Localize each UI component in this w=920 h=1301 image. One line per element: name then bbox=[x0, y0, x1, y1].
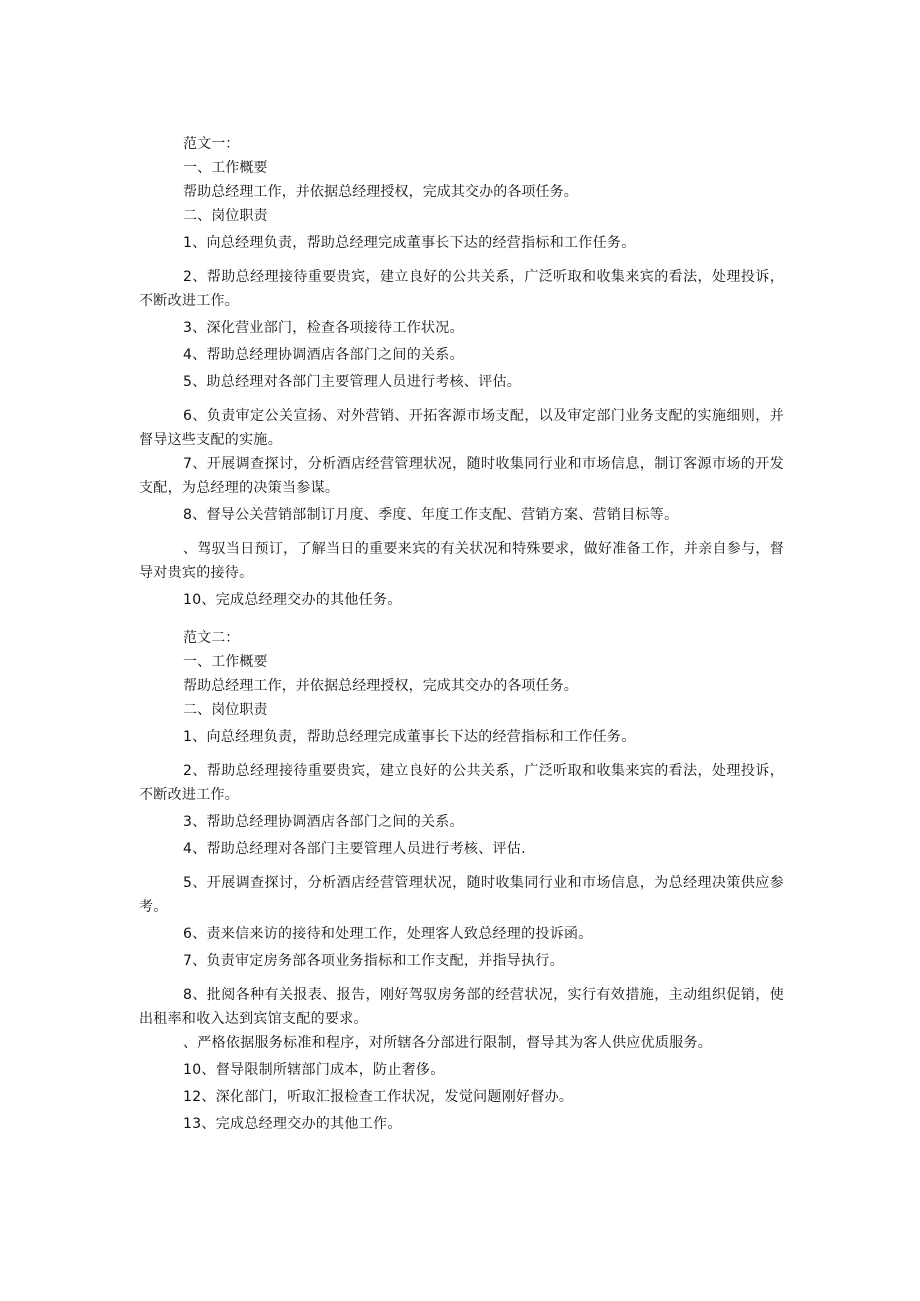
sample1-heading: 范文一： bbox=[183, 136, 240, 152]
sample2-duty-13: 13、完成总经理交办的其他工作。 bbox=[183, 1116, 402, 1132]
sample1-duty-2: 2、帮助总经理接待重要贵宾，建立良好的公共关系，广泛听取和收集来宾的看法，处理投诉，不断改进工作。 bbox=[139, 269, 784, 309]
sample2-duty-2: 2、帮助总经理接待重要贵宾，建立良好的公共关系，广泛听取和收集来宾的看法，处理投诉，不断改进工作。 bbox=[139, 763, 784, 803]
sample1-duty-6: 6、负责审定公关宣扬、对外营销、开拓客源市场支配，以及审定部门业务支配的实施细则，并督导这些支配的实施。 bbox=[139, 408, 784, 448]
sample2-duty-10: 10、督导限制所辖部门成本，防止奢侈。 bbox=[183, 1062, 445, 1078]
sample1-duty-9: 、驾驭当日预订，了解当日的重要来宾的有关状况和特殊要求，做好准备工作，并亲自参与，督导对贵宾的接待。 bbox=[139, 541, 784, 581]
sample2-duty-7: 7、负责审定房务部各项业务指标和工作支配，并指导执行。 bbox=[183, 953, 565, 969]
sample2-duty-3: 3、帮助总经理协调酒店各部门之间的关系。 bbox=[183, 814, 464, 830]
sample1-duty-8: 8、督导公关营销部制订月度、季度、年度工作支配、营销方案、营销目标等。 bbox=[183, 507, 679, 523]
sample1-duty-7: 7、开展调查探讨，分析酒店经营管理状况，随时收集同行业和市场信息，制订客源市场的开发支配，为总经理的决策当参谋。 bbox=[139, 456, 784, 496]
sample2-duty-5: 5、开展调查探讨，分析酒店经营管理状况，随时收集同行业和市场信息，为总经理决策供应参考。 bbox=[139, 875, 784, 915]
sample2-overview-title: 一、工作概要 bbox=[183, 654, 268, 670]
sample2-duty-12: 12、深化部门，听取汇报检查工作状况，发觉问题刚好督办。 bbox=[183, 1089, 574, 1105]
sample1-duty-10: 10、完成总经理交办的其他任务。 bbox=[183, 592, 402, 608]
sample1-overview-title: 一、工作概要 bbox=[183, 160, 268, 176]
sample1-overview-text: 帮助总经理工作，并依据总经理授权，完成其交办的各项任务。 bbox=[183, 184, 578, 200]
sample2-duty-1: 1、向总经理负责，帮助总经理完成董事长下达的经营指标和工作任务。 bbox=[183, 729, 636, 745]
sample1-duty-3: 3、深化营业部门，检查各项接待工作状况。 bbox=[183, 320, 464, 336]
sample2-duty-9: 、严格依据服务标准和程序，对所辖各分部进行限制，督导其为客人供应优质服务。 bbox=[183, 1035, 713, 1051]
sample1-duty-1: 1、向总经理负责，帮助总经理完成董事长下达的经营指标和工作任务。 bbox=[183, 235, 636, 251]
document-body bbox=[139, 132, 784, 1136]
sample1-duty-4: 4、帮助总经理协调酒店各部门之间的关系。 bbox=[183, 347, 464, 363]
sample2-duty-4: 4、帮助总经理对各部门主要管理人员进行考核、评估. bbox=[183, 841, 526, 857]
sample2-duty-8: 8、批阅各种有关报表、报告，刚好驾驭房务部的经营状况，实行有效措施，主动组织促销，使出租率和收入达到宾馆支配的要求。 bbox=[139, 987, 784, 1027]
sample2-duty-6: 6、责来信来访的接待和处理工作，处理客人致总经理的投诉函。 bbox=[183, 926, 593, 942]
sample2-duties-title: 二、岗位职责 bbox=[183, 702, 268, 718]
sample1-duty-5: 5、助总经理对各部门主要管理人员进行考核、评估。 bbox=[183, 374, 522, 390]
sample2-overview-text: 帮助总经理工作，并依据总经理授权，完成其交办的各项任务。 bbox=[183, 678, 578, 694]
sample2-heading: 范文二： bbox=[183, 630, 240, 646]
sample1-duties-title: 二、岗位职责 bbox=[183, 208, 268, 224]
